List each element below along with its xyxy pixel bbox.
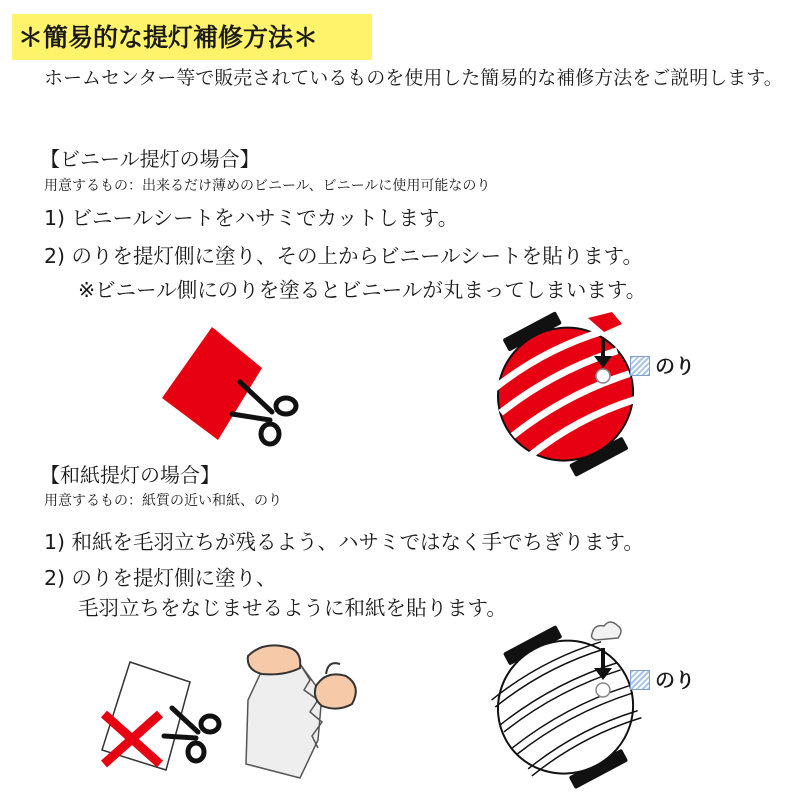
- glue-swatch-washi: [630, 670, 650, 690]
- washi-glue-label: のり: [655, 668, 695, 692]
- vinyl-note: ※ビニール側にのりを塗るとビニールが丸まってしまいます。: [78, 278, 647, 302]
- intro-text: ホームセンター等で販売されているものを使用した簡易的な補修方法をご説明します。: [44, 67, 783, 89]
- page-title: ＊簡易的な提灯補修方法＊: [18, 23, 319, 52]
- washi-step-2a: 2) のりを提灯側に塗り、: [44, 566, 277, 590]
- vinyl-heading: 【ビニール提灯の場合】: [40, 147, 260, 171]
- vinyl-glue-label: のり: [655, 354, 695, 378]
- vinyl-step-1: 1) ビニールシートをハサミでカットします。: [44, 206, 459, 230]
- vinyl-step-2: 2) のりを提灯側に塗り、その上からビニールシートを貼ります。: [44, 244, 643, 268]
- washi-requirements: 用意するもの：紙質の近い和紙、のり: [44, 493, 282, 509]
- vinyl-requirements: 用意するもの：出来るだけ薄めのビニール、ビニールに使用可能なのり: [44, 178, 491, 194]
- washi-step-2b: 毛羽立ちをなじませるように和紙を貼ります。: [78, 596, 507, 620]
- washi-step-1: 1) 和紙を毛羽立ちが残るよう、ハサミではなく手でちぎります。: [44, 530, 644, 554]
- washi-heading: 【和紙提灯の場合】: [40, 463, 220, 487]
